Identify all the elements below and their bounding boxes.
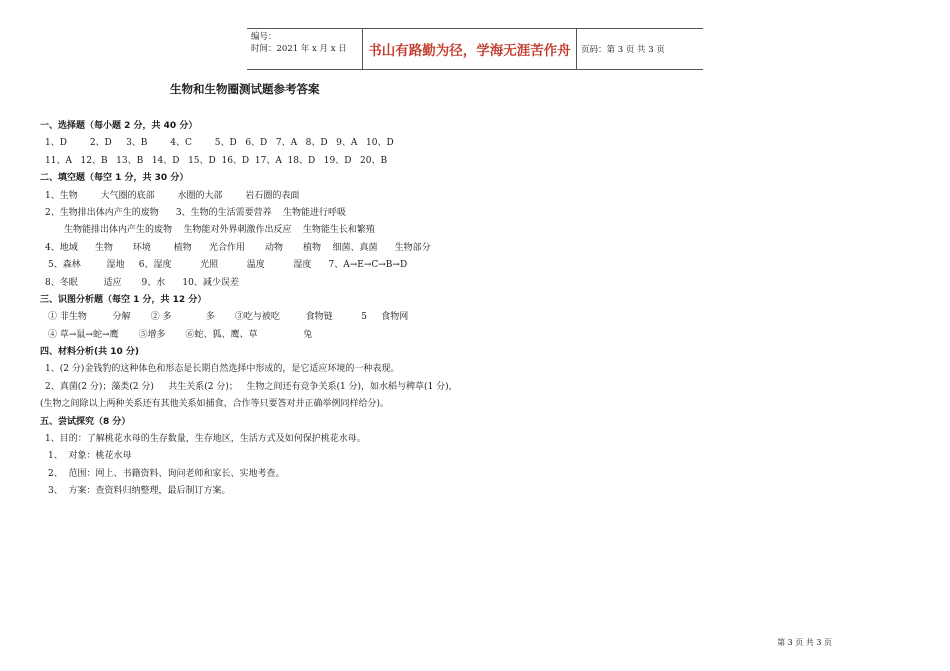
page-footer: 第 3 页 共 3 页 xyxy=(777,638,832,647)
header-motto: 书山有路勤为径，学海无涯苦作舟 xyxy=(363,29,577,69)
section-2-line: 生物能排出体内产生的废物 生物能对外界刺激作出反应 生物能生长和繁殖 xyxy=(64,225,375,236)
section-4-line: (生物之间除以上两种关系还有其他关系如捕食、合作等只要答对并正确举例同样给分)。 xyxy=(40,399,390,410)
section-5-line: 1、目的：了解桃花水母的生存数量，生存地区，生活方式及如何保护桃花水母。 xyxy=(45,434,366,445)
section-1-heading: 一、选择题（每小题 2 分，共 40 分） xyxy=(40,121,198,131)
section-2-heading: 二、填空题（每空 1 分，共 30 分） xyxy=(40,173,189,184)
section-2-line: 2、生物排出体内产生的废物 3、生物的生活需要营养 生物能进行呼吸 xyxy=(45,207,347,218)
section-2-line: 1、生物 大气圈的底部 水圈的大部 岩石圈的表面 xyxy=(45,190,300,201)
document-header xyxy=(247,28,703,70)
number-label: 编号： xyxy=(251,32,277,42)
section-3-heading: 三、识图分析题（每空 1 分，共 12 分） xyxy=(40,294,207,305)
section-2-line: 8、冬眠 适应 9、水 10、减少误差 xyxy=(45,277,239,288)
section-3-line: ④ 草→鼠→蛇→鹰 ⑤增多 ⑥蛇、狐、鹰、草 兔 xyxy=(48,329,313,340)
time-label: 时间：2021 年 x 月 x 日 xyxy=(251,44,347,54)
section-1-line: 1、D 2、D 3、B 4、C 5、D 6、D 7、A 8、D 9、A 10、D xyxy=(45,138,394,149)
section-4-line: 1、(2 分)金钱豹的这种体色和形态是长期自然选择中形成的，是它适应环境的一种表现。 xyxy=(45,364,400,375)
section-5-line: 1、 对象：桃花水母 xyxy=(48,451,132,462)
section-1-line: 11、A 12、B 13、B 14、D 15、D 16、D 17、A 18、D 19、D 20、B xyxy=(45,155,388,166)
section-4-line: 2、真菌(2 分)；藻类(2 分) 共生关系(2 分)； 生物之间还有竞争关系(1 分)，如水稻与稗草(1 分)， xyxy=(45,381,458,392)
section-5-line: 3、 方案：查资料归纳整理，最后制订方案。 xyxy=(48,486,231,497)
header-meta xyxy=(247,29,363,69)
section-4-heading: 四、材料分析(共 10 分) xyxy=(40,347,140,358)
header-page-info: 页码：第 3 页 共 3 页 xyxy=(581,45,665,55)
document-title: 生物和生物圈测试题参考答案 xyxy=(170,82,320,96)
section-2-line: 5、森林 湿地 6、湿度 光照 温度 湿度 7、A→E→C→B→D xyxy=(48,260,408,271)
section-5-line: 2、 范围：网上、书籍资料、询问老师和家长、实地考查。 xyxy=(48,468,285,479)
section-3-line: ① 非生物 分解 ② 多 多 ③吃与被吃 食物链 5 食物网 xyxy=(48,312,409,323)
section-2-line: 4、地域 生物 环境 植物 光合作用 动物 植物 细菌、真菌 生物部分 xyxy=(45,242,431,253)
answer-content xyxy=(40,118,900,501)
section-5-heading: 五、尝试探究（8 分） xyxy=(40,416,131,427)
